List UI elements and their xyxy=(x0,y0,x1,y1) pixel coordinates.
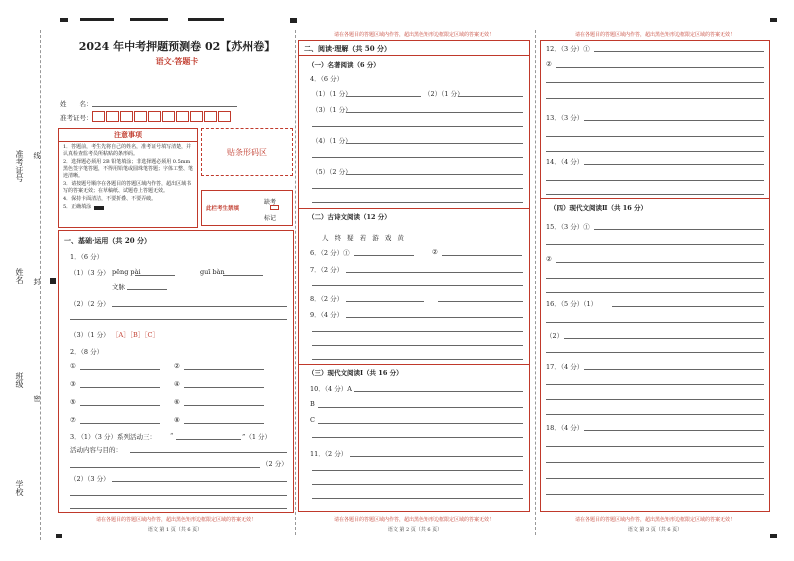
q17-answer-line[interactable] xyxy=(546,414,764,415)
q11-answer-line[interactable] xyxy=(312,498,523,499)
q16-answer-line[interactable] xyxy=(546,322,764,323)
q3-2-answer[interactable] xyxy=(112,481,287,482)
exam-no-digit-box[interactable] xyxy=(162,111,175,122)
q2-answer[interactable] xyxy=(80,405,160,406)
q1-1-answer-a[interactable] xyxy=(135,275,175,276)
q1-3-label: （3）（1 分） xyxy=(70,331,110,339)
q4-3-label: （3）（1 分） xyxy=(312,106,352,114)
q8-answer-a[interactable] xyxy=(346,301,424,302)
q14-label: 14．（4 分） xyxy=(546,158,584,166)
q18-answer-line[interactable] xyxy=(546,494,764,495)
q3-2-answer-line[interactable] xyxy=(70,508,287,509)
seal-line-label: 线 xyxy=(33,152,41,159)
exam-no-digit-box[interactable] xyxy=(204,111,217,122)
exam-no-digit-box[interactable] xyxy=(106,111,119,122)
side-name-label: 姓名 xyxy=(15,268,24,284)
q2-item-label: ⑥ xyxy=(174,398,180,406)
q16-label-b: （2） xyxy=(546,332,564,340)
absent-mark-label xyxy=(264,195,276,227)
q4-3-answer-line[interactable] xyxy=(312,126,523,127)
q1-1-label: （1）（3 分） xyxy=(70,269,110,277)
q16-answer-b[interactable] xyxy=(564,338,764,339)
q2-item-label: ① xyxy=(70,362,76,370)
barcode-area-label: 贴条形码区 xyxy=(227,147,267,157)
page-title: 2024 年中考押题预测卷 02【苏州卷】 xyxy=(78,40,276,53)
q4-3-answer[interactable] xyxy=(346,112,523,113)
q15-answer-line[interactable] xyxy=(546,292,764,293)
exam-no-label: 准考证号： xyxy=(60,114,93,122)
q2-answer[interactable] xyxy=(80,369,160,370)
q17-label: 17．（4 分） xyxy=(546,363,584,371)
exam-no-digit-box[interactable] xyxy=(134,111,147,122)
page-footer: 语文 第 1 页（共 6 页） xyxy=(147,527,203,533)
subsection-title: （四）现代文阅读Ⅱ（共 16 分） xyxy=(550,204,648,212)
q10-answer-a[interactable] xyxy=(354,391,523,392)
q12-answer-line[interactable] xyxy=(546,82,764,83)
q1-2-answer[interactable] xyxy=(112,306,287,307)
absent-box xyxy=(201,190,293,226)
notice-title: 注意事项 xyxy=(59,129,197,142)
q4-4-label: （4）（1 分） xyxy=(312,137,352,145)
q18-answer-line[interactable] xyxy=(546,462,764,463)
q9-answer-line[interactable] xyxy=(312,359,523,360)
q8-answer-b[interactable] xyxy=(438,301,523,302)
warning-note: 请在各题目的答题区域内作答，超出黑色矩形边框限定区域的答案无效！ xyxy=(333,517,494,523)
registration-mark xyxy=(130,18,168,21)
warning-note: 请在各题目的答题区域内作答，超出黑色矩形边框限定区域的答案无效！ xyxy=(95,517,256,523)
q2-item-label: ⑦ xyxy=(70,416,76,424)
subsection-rule xyxy=(298,208,530,209)
q2-item-label: ② xyxy=(174,362,180,370)
q17-answer[interactable] xyxy=(584,369,764,370)
q3-1-quote-open: “ xyxy=(170,432,174,440)
q4-4-answer[interactable] xyxy=(346,143,523,144)
q17-answer-line[interactable] xyxy=(546,399,764,400)
fold-line xyxy=(295,30,296,535)
q11-answer-line[interactable] xyxy=(312,484,523,485)
page-footer: 语文 第 2 页（共 6 页） xyxy=(387,527,443,533)
q12-answer-line[interactable] xyxy=(546,98,764,99)
q3-1-points: （2 分） xyxy=(262,460,288,468)
q3-2-label: （2）（3 分） xyxy=(70,475,110,483)
q12-answer-b[interactable] xyxy=(556,67,764,68)
q3-1-answer[interactable] xyxy=(176,439,241,440)
q6-label: 6．（2 分）① xyxy=(310,249,350,257)
q11-answer[interactable] xyxy=(350,456,523,457)
subsection-title: （二）古诗文阅读（12 分） xyxy=(308,213,391,221)
q18-answer-line[interactable] xyxy=(546,478,764,479)
q2-label: 2．（8 分） xyxy=(70,348,104,356)
q4-1-answer[interactable] xyxy=(346,96,421,97)
fold-line xyxy=(535,30,536,535)
filled-sample-mark xyxy=(94,206,104,210)
registration-mark xyxy=(60,18,68,22)
q8-label: 8．（2 分） xyxy=(310,295,344,303)
q11-label: 11．（2 分） xyxy=(310,450,348,458)
q2-answer[interactable] xyxy=(184,387,264,388)
q9-answer[interactable] xyxy=(346,317,523,318)
registration-mark xyxy=(50,278,56,284)
q1-1-answer-b[interactable] xyxy=(223,275,263,276)
q15-answer-line[interactable] xyxy=(546,278,764,279)
q16-answer-a[interactable] xyxy=(612,306,764,307)
q1-3-options[interactable]: ［A］［B］［C］ xyxy=(112,331,159,339)
q4-2-label: （2）（1 分） xyxy=(424,90,464,98)
q10-label: 10．（4 分）A xyxy=(310,385,352,393)
q15-answer-a[interactable] xyxy=(594,229,764,230)
section1-title: 一、基础·运用（共 20 分） xyxy=(64,236,152,245)
q15-label-b: ② xyxy=(546,255,552,263)
q3-2-answer-line[interactable] xyxy=(70,495,287,496)
section2-title-rule xyxy=(298,55,530,56)
q12-label-b: ② xyxy=(546,60,552,68)
q15-label: 15．（3 分）① xyxy=(546,223,590,231)
binding-line xyxy=(40,30,41,540)
q3-1-content-label: 活动内容与目的： xyxy=(70,446,122,454)
q4-label: 4．（6 分） xyxy=(310,75,344,83)
q4-5-answer[interactable] xyxy=(346,174,523,175)
barcode-area xyxy=(201,128,293,176)
q2-item-label: ④ xyxy=(174,380,180,388)
q3-1-label: 3．（1）（3 分）系列活动三： xyxy=(70,433,156,441)
notice-item: 1．答题前，考生先将自己的姓名，准考证号填写清楚，并认真检查监考员所粘贴的条形码。 xyxy=(63,144,192,157)
q1-1-pinyin-a: pēng pài xyxy=(112,268,141,276)
q7-answer[interactable] xyxy=(346,272,523,273)
q10-answer-c[interactable] xyxy=(318,423,523,424)
registration-mark xyxy=(770,18,777,22)
q6-answer-a[interactable] xyxy=(354,255,414,256)
registration-mark xyxy=(80,18,114,21)
exam-no-digit-box[interactable] xyxy=(176,111,189,122)
page-subtitle: 语文·答题卡 xyxy=(155,56,199,66)
registration-mark xyxy=(770,534,777,538)
page-footer: 语文 第 3 页（共 6 页） xyxy=(627,527,683,533)
q12-answer-a[interactable] xyxy=(594,51,764,52)
q10-label-b: B xyxy=(310,400,315,408)
absent-label: 此栏考生禁填 xyxy=(206,206,240,212)
q6-label-b: ② xyxy=(432,248,438,256)
q18-label: 18．（4 分） xyxy=(546,424,584,432)
q2-answer[interactable] xyxy=(80,423,160,424)
q15-answer-line[interactable] xyxy=(546,244,764,245)
registration-mark xyxy=(56,534,62,538)
q13-label: 13．（3 分） xyxy=(546,114,584,122)
exam-no-digit-box[interactable] xyxy=(148,111,161,122)
side-exam-no-label: 准考证号 xyxy=(15,150,24,182)
q2-answer[interactable] xyxy=(80,387,160,388)
q12-label: 12．（3 分）① xyxy=(546,45,590,53)
q4-5-answer-line[interactable] xyxy=(312,188,523,189)
q10-label-c: C xyxy=(310,416,315,424)
page3-panel xyxy=(540,40,770,512)
q1-1-pinyin-b: guī bàn xyxy=(200,268,225,276)
q2-answer[interactable] xyxy=(184,423,264,424)
subsection-rule xyxy=(298,364,530,365)
q18-answer[interactable] xyxy=(584,430,764,431)
exam-no-digit-box[interactable] xyxy=(190,111,203,122)
notice-item: 3．请按题号顺序在各题目的答题区域内作答，超出区域书写的答案无效；在草稿纸、试题卷上答题无效。 xyxy=(63,181,192,194)
warning-note: 请在各题目的答题区域内作答，超出黑色矩形边框限定区域的答案无效！ xyxy=(574,517,735,523)
q10-answer-line[interactable] xyxy=(312,437,523,438)
q1-label: 1．（6 分） xyxy=(70,253,104,261)
q1-2-answer-line[interactable] xyxy=(70,319,287,320)
q11-answer-line[interactable] xyxy=(312,470,523,471)
q14-answer-line[interactable] xyxy=(546,180,764,181)
q2-item-label: ⑤ xyxy=(70,398,76,406)
q1-1-answer-c[interactable] xyxy=(127,289,167,290)
q13-answer-line[interactable] xyxy=(546,151,764,152)
warning-note: 请在各题目的答题区域内作答，超出黑色矩形边框限定区域的答案无效！ xyxy=(333,32,494,38)
q4-4-answer-line[interactable] xyxy=(312,157,523,158)
section2-title: 二、阅读·理解（共 50 分） xyxy=(304,44,392,53)
subsection-rule xyxy=(540,198,770,199)
poem-characters: 人 终 疑 若 游 戏 黄 xyxy=(322,234,406,242)
exam-no-digit-box[interactable] xyxy=(120,111,133,122)
q2-answer[interactable] xyxy=(184,369,264,370)
q18-answer-line[interactable] xyxy=(546,446,764,447)
q14-answer[interactable] xyxy=(584,164,764,165)
q7-answer-line[interactable] xyxy=(312,285,523,286)
q4-5-answer-line[interactable] xyxy=(312,202,523,203)
q2-item-label: ③ xyxy=(70,380,76,388)
q15-answer-b[interactable] xyxy=(556,262,764,263)
q3-1-content-answer[interactable] xyxy=(130,452,287,453)
q2-item-label: ⑧ xyxy=(174,416,180,424)
registration-mark xyxy=(290,18,297,23)
exam-no-digit-box[interactable] xyxy=(92,111,105,122)
q1-2-label: （2）（2 分） xyxy=(70,300,110,308)
q13-answer[interactable] xyxy=(584,120,764,121)
notice-item: 2．选择题必须用 2B 铅笔填涂；非选择题必须用 0.5mm 黑色签字笔答题，不得用铅笔或圆珠笔答题；字体工整、笔迹清晰。 xyxy=(63,159,194,179)
q7-label: 7．（2 分） xyxy=(310,266,344,274)
name-label: 姓 名： xyxy=(60,100,93,108)
absent-checkbox[interactable] xyxy=(270,205,279,210)
subsection-title: （三）现代文阅读Ⅰ（共 16 分） xyxy=(308,369,403,377)
q1-1-word-c: 文脉 xyxy=(112,283,125,291)
side-school-label: 学校 xyxy=(15,480,24,496)
q9-label: 9．（4 分） xyxy=(310,311,344,319)
q4-5-label: （5）（2 分） xyxy=(312,168,352,176)
q9-answer-line[interactable] xyxy=(312,345,523,346)
q16-label: 16．（5 分）（1） xyxy=(546,300,598,308)
notice-item: 4．保持卡面清洁，不要折叠、不要弄破。 xyxy=(63,196,157,202)
q4-1-label: （1）（1 分） xyxy=(312,90,352,98)
notice-item: 5．正确填涂 xyxy=(63,204,92,210)
side-class-label: 班级 xyxy=(15,372,24,388)
notice-box xyxy=(58,128,198,228)
q14-answer-line[interactable] xyxy=(546,194,764,195)
q17-answer-line[interactable] xyxy=(546,384,764,385)
q9-answer-line[interactable] xyxy=(312,331,523,332)
q13-answer-line[interactable] xyxy=(546,136,764,137)
q6-answer-b[interactable] xyxy=(442,255,522,256)
name-field[interactable] xyxy=(92,106,237,107)
warning-note: 请在各题目的答题区域内作答，超出黑色矩形边框限定区域的答案无效！ xyxy=(574,32,735,38)
q2-answer[interactable] xyxy=(184,405,264,406)
q10-answer-b[interactable] xyxy=(318,407,523,408)
subsection-title: （一）名著阅读（6 分） xyxy=(308,61,380,69)
seal-secret-label: 密 xyxy=(33,395,41,402)
q3-1-content-answer-line[interactable] xyxy=(70,467,260,468)
q16-answer-line[interactable] xyxy=(546,352,764,353)
registration-mark xyxy=(188,18,224,21)
seal-seal-label: 封 xyxy=(33,278,41,285)
q4-2-answer[interactable] xyxy=(458,96,523,97)
q3-1-quote-close: ”（1 分） xyxy=(242,433,272,441)
absent-mark-line2: 标记 xyxy=(264,215,277,222)
exam-no-digit-box[interactable] xyxy=(218,111,231,122)
absent-mark-line1: 缺考 xyxy=(264,199,277,206)
